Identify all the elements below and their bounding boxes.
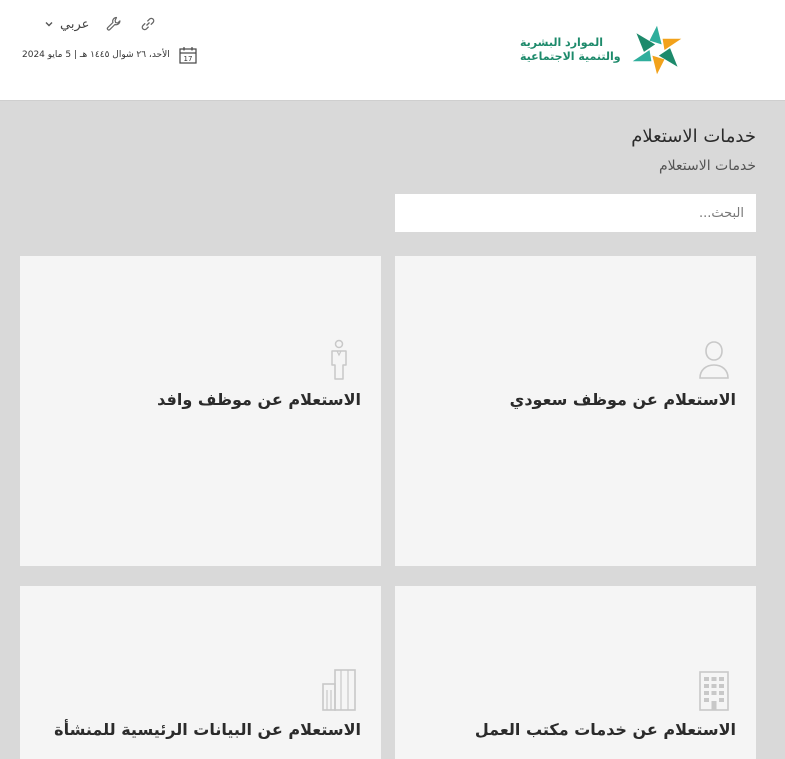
site-header xyxy=(0,0,785,101)
logo-line1: الموارد البشرية xyxy=(520,36,603,49)
chevron-down-icon xyxy=(44,19,54,29)
card-establishment-data[interactable] xyxy=(20,586,381,759)
calendar-day: 17 xyxy=(183,55,193,63)
card-saudi-employee[interactable] xyxy=(395,256,756,566)
wrench-icon[interactable] xyxy=(105,15,123,33)
card-label: الاستعلام عن موظف سعودي xyxy=(509,390,736,409)
buildings-icon xyxy=(317,668,361,712)
card-label: الاستعلام عن موظف وافد xyxy=(157,390,361,409)
person-standing-icon xyxy=(317,338,361,382)
logo-line2: والتنمية الاجتماعية xyxy=(520,50,621,63)
date-row xyxy=(22,44,198,66)
office-building-icon xyxy=(692,668,736,712)
breadcrumb[interactable]: خدمات الاستعلام xyxy=(658,158,756,174)
page-title: خدمات الاستعلام xyxy=(631,126,756,147)
language-label: عربي xyxy=(60,16,90,32)
card-labor-office-services[interactable] xyxy=(395,586,756,759)
search-input[interactable] xyxy=(395,194,756,232)
logo-mark-icon xyxy=(629,22,685,78)
logo-text xyxy=(520,36,621,64)
language-selector[interactable] xyxy=(44,17,89,32)
user-silhouette-icon xyxy=(692,338,736,382)
card-label: الاستعلام عن البيانات الرئيسية للمنشأة xyxy=(54,720,361,739)
calendar-icon xyxy=(178,45,198,65)
current-date: الأحد، ٢٦ شوال ١٤٤٥ هـ | 5 مايو 2024 xyxy=(22,50,170,60)
card-label: الاستعلام عن خدمات مكتب العمل xyxy=(474,720,736,739)
ministry-logo[interactable] xyxy=(520,20,685,80)
header-tools xyxy=(44,12,157,36)
link-icon[interactable] xyxy=(139,15,157,33)
card-expat-employee[interactable] xyxy=(20,256,381,566)
